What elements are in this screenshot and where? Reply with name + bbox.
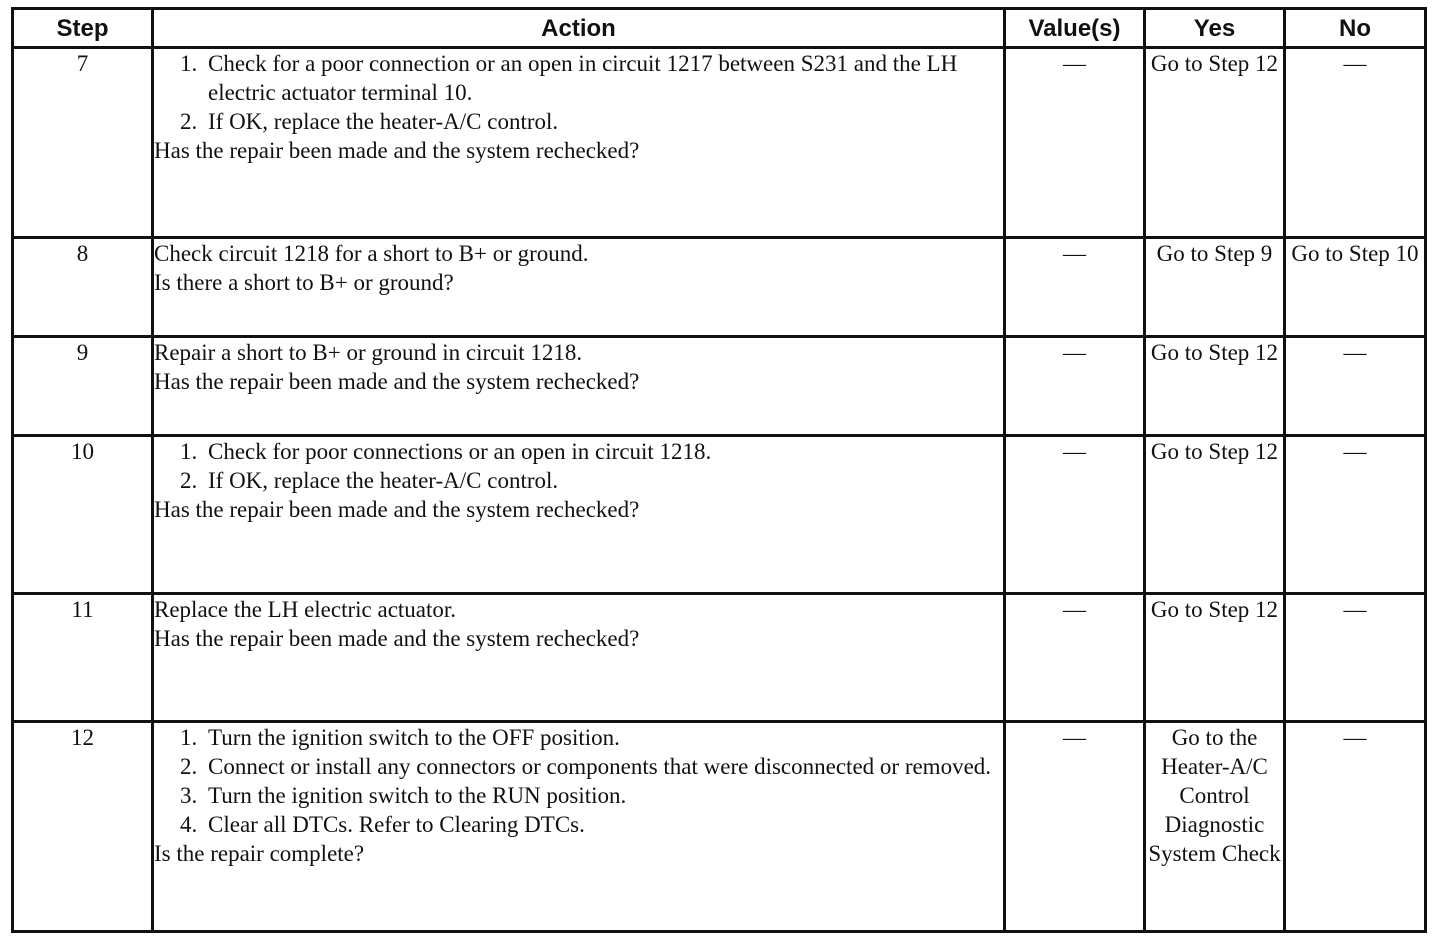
- no-cell: —: [1285, 594, 1426, 722]
- yes-cell: Go to the Heater-A/C Control Diagnostic System Check: [1145, 722, 1285, 932]
- action-text: Check circuit 1218 for a short to B+ or ground.: [154, 241, 589, 266]
- header-action: Action: [153, 9, 1005, 48]
- action-list-item: 1. Turn the ignition switch to the OFF position.: [180, 725, 620, 750]
- action-cell: [153, 722, 1005, 932]
- header-yes: Yes: [1145, 9, 1285, 48]
- action-cell: [153, 238, 1005, 337]
- values-cell: —: [1005, 48, 1145, 238]
- action-list-item: 2. Connect or install any connectors or components that were disconnected or removed.: [180, 754, 992, 779]
- header-no: No: [1285, 9, 1426, 48]
- no-cell: —: [1285, 48, 1426, 238]
- step-number: 8: [13, 238, 153, 337]
- action-list: [154, 49, 1003, 136]
- header-values: Value(s): [1005, 9, 1145, 48]
- action-question: Has the repair been made and the system rechecked?: [154, 626, 640, 651]
- action-list-item: 1. Check for a poor connection or an open in circuit 1217 between S231 and the LH electric actuator terminal 10.: [180, 51, 958, 105]
- step-number: 11: [13, 594, 153, 722]
- yes-cell: Go to Step 12: [1145, 436, 1285, 594]
- yes-cell: Go to Step 12: [1145, 337, 1285, 436]
- action-list-item: 4. Clear all DTCs. Refer to Clearing DTCs.: [180, 812, 585, 837]
- table-row: [13, 722, 1426, 932]
- step-number: 12: [13, 722, 153, 932]
- table-row: [13, 48, 1426, 238]
- values-cell: —: [1005, 238, 1145, 337]
- step-number: 7: [13, 48, 153, 238]
- action-question: Is there a short to B+ or ground?: [154, 270, 454, 295]
- action-cell: [153, 337, 1005, 436]
- action-list-item: 1. Check for poor connections or an open in circuit 1218.: [180, 439, 712, 464]
- no-cell: —: [1285, 436, 1426, 594]
- values-cell: —: [1005, 594, 1145, 722]
- values-cell: —: [1005, 436, 1145, 594]
- action-question: Is the repair complete?: [154, 841, 365, 866]
- no-cell: —: [1285, 722, 1426, 932]
- step-number: 10: [13, 436, 153, 594]
- diagnostic-table: [11, 7, 1427, 933]
- step-number: 9: [13, 337, 153, 436]
- header-step: Step: [13, 9, 153, 48]
- yes-cell: Go to Step 12: [1145, 48, 1285, 238]
- action-list: [154, 437, 1003, 495]
- action-text: Repair a short to B+ or ground in circuit 1218.: [154, 340, 583, 365]
- action-question: Has the repair been made and the system rechecked?: [154, 369, 640, 394]
- table-row: [13, 337, 1426, 436]
- action-cell: [153, 436, 1005, 594]
- action-cell: [153, 594, 1005, 722]
- table-row: [13, 238, 1426, 337]
- values-cell: —: [1005, 337, 1145, 436]
- values-cell: —: [1005, 722, 1145, 932]
- table-row: [13, 436, 1426, 594]
- no-cell: Go to Step 10: [1285, 238, 1426, 337]
- header-row: [13, 9, 1426, 48]
- yes-cell: Go to Step 9: [1145, 238, 1285, 337]
- action-text: Replace the LH electric actuator.: [154, 597, 457, 622]
- yes-cell: Go to Step 12: [1145, 594, 1285, 722]
- action-question: Has the repair been made and the system rechecked?: [154, 497, 640, 522]
- action-list-item: 3. Turn the ignition switch to the RUN position.: [180, 783, 627, 808]
- action-list: [154, 723, 1003, 839]
- action-list-item: 2. If OK, replace the heater-A/C control.: [180, 109, 559, 134]
- action-cell: [153, 48, 1005, 238]
- table-row: [13, 594, 1426, 722]
- no-cell: —: [1285, 337, 1426, 436]
- action-question: Has the repair been made and the system rechecked?: [154, 138, 640, 163]
- action-list-item: 2. If OK, replace the heater-A/C control.: [180, 468, 559, 493]
